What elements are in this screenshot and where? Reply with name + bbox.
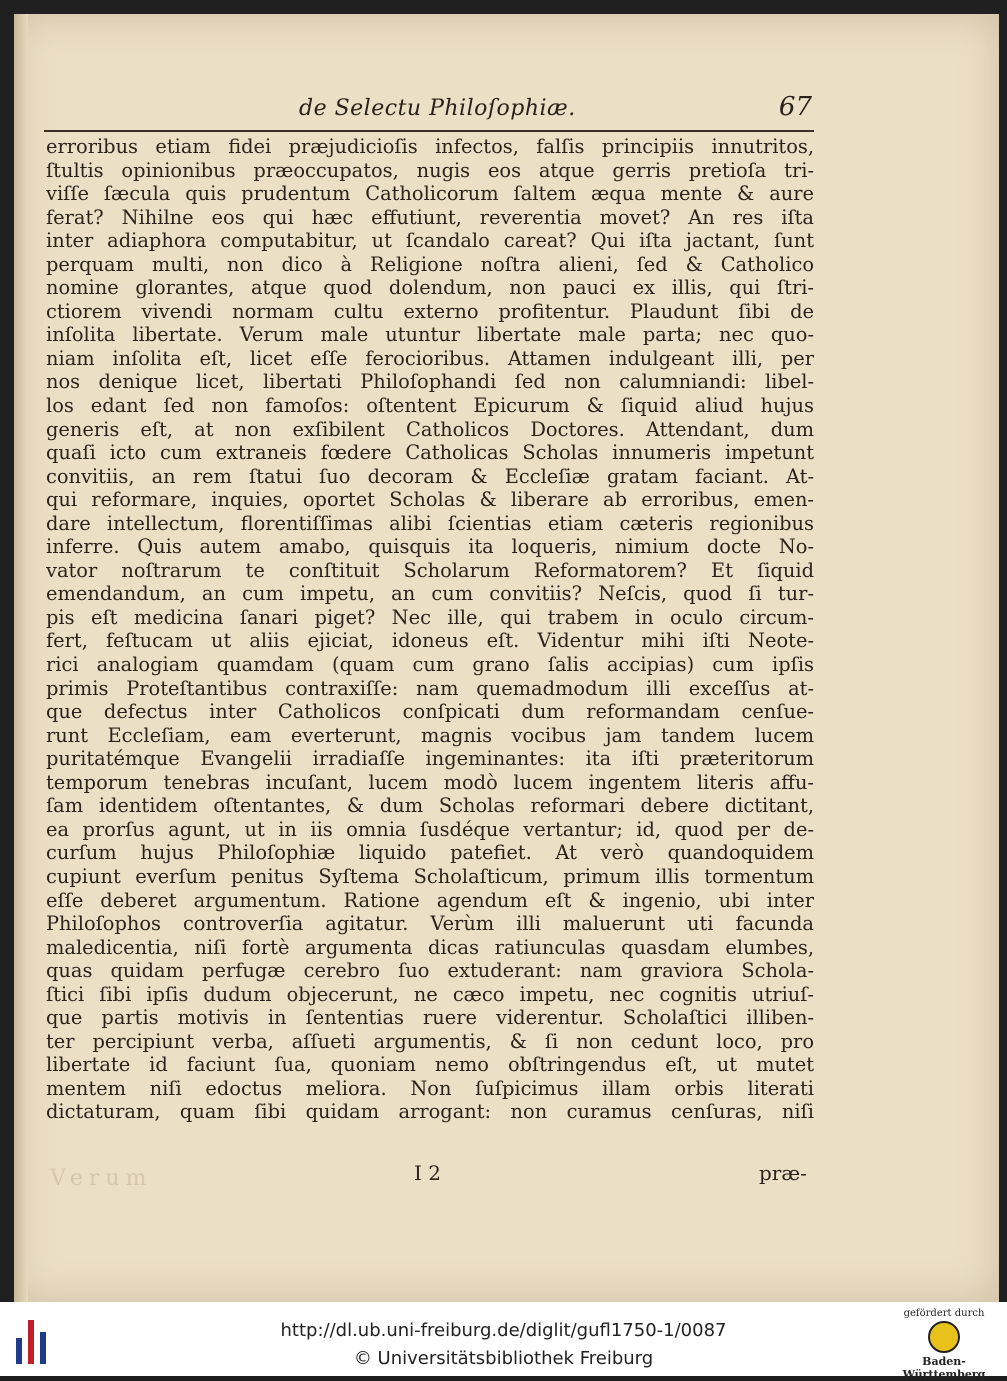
text-line: inſolita libertate. Verum male utuntur libertate male parta; nec quo- bbox=[46, 323, 814, 347]
text-line: ea prorſus agunt, ut in iis omnia ſusdéque vertantur; id, quod per de- bbox=[46, 817, 814, 841]
copyright-notice: © Universitätsbibliothek Freiburg bbox=[353, 1348, 654, 1369]
body-text bbox=[46, 135, 814, 1124]
text-line: inferre. Quis autem amabo, quisquis ita loqueris, nimium docte No- bbox=[46, 535, 814, 559]
text-line: rici analogiam quamdam (quam cum grano ſalis accipias) cum ipſis bbox=[46, 653, 814, 677]
text-line: ferat? Nihilne eos qui hæc effutiunt, reverentia movet? An res iſta bbox=[46, 205, 814, 229]
text-line: nomine glorantes, atque quod dolendum, non pauci ex illis, qui ſtri- bbox=[46, 276, 814, 300]
text-line: que partis motivis in ſententias ruere viderentur. Scholaſtici illiben- bbox=[46, 1006, 814, 1030]
text-line: maledicentia, niſi fortè argumenta dicas ratiunculas quasdam elumbes, bbox=[46, 935, 814, 959]
text-line: fert, feſtucam ut aliis ejiciat, idoneus eſt. Videntur mihi iſti Neote- bbox=[46, 629, 814, 653]
text-line: convitiis, an rem ſtatui ſuo decoram & Eccleſiæ gratam faciant. At- bbox=[46, 464, 814, 488]
catchword: præ- bbox=[759, 1161, 807, 1185]
text-line: perquam multi, non dico à Religione noſtra alieni, ſed & Catholico bbox=[46, 252, 814, 276]
text-line: que defectus inter Catholicos conſpicati dum reformandam cenſue- bbox=[46, 700, 814, 724]
text-line: ctiorem vivendi normam cultu externo profitentur. Plaudunt ſibi de bbox=[46, 299, 814, 323]
text-line: curſum hujus Philoſophiæ liquido patefiet. At verò quandoquidem bbox=[46, 841, 814, 865]
sponsor-badge bbox=[889, 1308, 999, 1381]
text-line: generis eſt, at non exſibilent Catholicos Doctores. Attendant, dum bbox=[46, 417, 814, 441]
text-line: niam inſolita eſt, licet eſſe ferocioribus. Attamen indulgeant illi, per bbox=[46, 346, 814, 370]
text-line: Philoſophos controverſia agitatur. Verùm illi maluerunt uti facunda bbox=[46, 912, 814, 936]
text-line: quas quidam perfugæ cerebro ſuo extuderant: nam graviora Schola- bbox=[46, 959, 814, 983]
book-page bbox=[14, 14, 999, 1302]
coat-of-arms-icon bbox=[928, 1321, 960, 1353]
text-line: vator noſtrarum te conſtituit Scholarum Reformatorem? Et ſiquid bbox=[46, 558, 814, 582]
text-line: viſſe ſæcula quis prudentum Catholicorum ſaltem æqua mente & aure bbox=[46, 182, 814, 206]
text-line: runt Eccleſiam, eam everterunt, magnis vocibus jam tandem lucem bbox=[46, 723, 814, 747]
sponsor-name: Baden-Württemberg bbox=[902, 1355, 986, 1381]
sponsor-label: gefördert durch bbox=[903, 1308, 985, 1319]
text-line: emendandum, an cum impetu, an cum convitiis? Neſcis, quod ſi tur- bbox=[46, 582, 814, 606]
text-line: nos denique licet, libertati Philoſophandi ſed non calumniandi: libel- bbox=[46, 370, 814, 394]
text-line: erroribus etiam fidei præjudicioſis infectos, falſis principiis innutritos, bbox=[46, 135, 814, 158]
text-line: los edant ſed non famoſos: oſtentent Epicurum & ſiquid aliud hujus bbox=[46, 394, 814, 418]
text-line: mentem niſi edoctus meliora. Non ſuſpicimus illam orbis literati bbox=[46, 1076, 814, 1100]
page-number: 67 bbox=[778, 92, 812, 122]
text-line: puritatémque Evangelii irradiaſſe ingeminantes: ita iſti præteritorum bbox=[46, 747, 814, 771]
text-line: dare intellectum, florentiſſimas alibi ſcientias etiam cæteris regionibus bbox=[46, 511, 814, 535]
text-line: eſſe deberet argumentum. Ratione agendum eſt & ingenio, ubi inter bbox=[46, 888, 814, 912]
text-line: pis eſt medicina ſanari piget? Nec ille, qui trabem in oculo circum- bbox=[46, 605, 814, 629]
text-line: primis Proteſtantibus contraxiſſe: nam quemadmodum illi exceſſus at- bbox=[46, 676, 814, 700]
text-line: qui reformare, inquies, oportet Scholas & liberare ab erroribus, emen- bbox=[46, 488, 814, 512]
bleed-through-stamp: Verum bbox=[50, 1166, 153, 1191]
text-line: libertate id faciunt ſua, quoniam nemo obſtringendus eſt, ut mutet bbox=[46, 1053, 814, 1077]
text-line: ter percipiunt verba, aſſueti argumentis, & ſi non cedunt loco, pro bbox=[46, 1029, 814, 1053]
permalink-url[interactable]: http://dl.ub.uni-freiburg.de/diglit/gufl1750-1/0087 bbox=[280, 1320, 727, 1341]
text-line: inter adiaphora computabitur, ut ſcandalo careat? Qui iſta jactant, ſunt bbox=[46, 229, 814, 253]
running-head-title: de Selectu Philoſophiæ. bbox=[299, 96, 576, 121]
head-rule bbox=[44, 130, 814, 132]
text-line: temporum tenebras incuſant, lucem modò lucem ingentem literis affu- bbox=[46, 770, 814, 794]
page-fold bbox=[14, 14, 28, 1302]
text-line: quaſi icto cum extraneis fœdere Catholicas Scholas innumeris impetunt bbox=[46, 441, 814, 465]
text-line: ſtultis opinionibus præoccupatos, nugis eos atque gerris pretioſa tri- bbox=[46, 158, 814, 182]
text-line: ſtici ſibi ipſis dudum objecerunt, ne cæco impetu, nec cognitis utriuſ- bbox=[46, 982, 814, 1006]
signature-mark: I 2 bbox=[414, 1161, 441, 1185]
text-line: cupiunt everſum penitus Syſtema Scholaſticum, primum illis tormentum bbox=[46, 864, 814, 888]
running-head bbox=[44, 90, 812, 128]
viewer-footer bbox=[0, 1302, 1007, 1381]
text-line: ſam identidem oſtentantes, & dum Scholas reformari debere dictitant, bbox=[46, 794, 814, 818]
text-line: dictaturam, quam ſibi quidam arrogant: non curamus cenſuras, niſi bbox=[46, 1100, 814, 1124]
